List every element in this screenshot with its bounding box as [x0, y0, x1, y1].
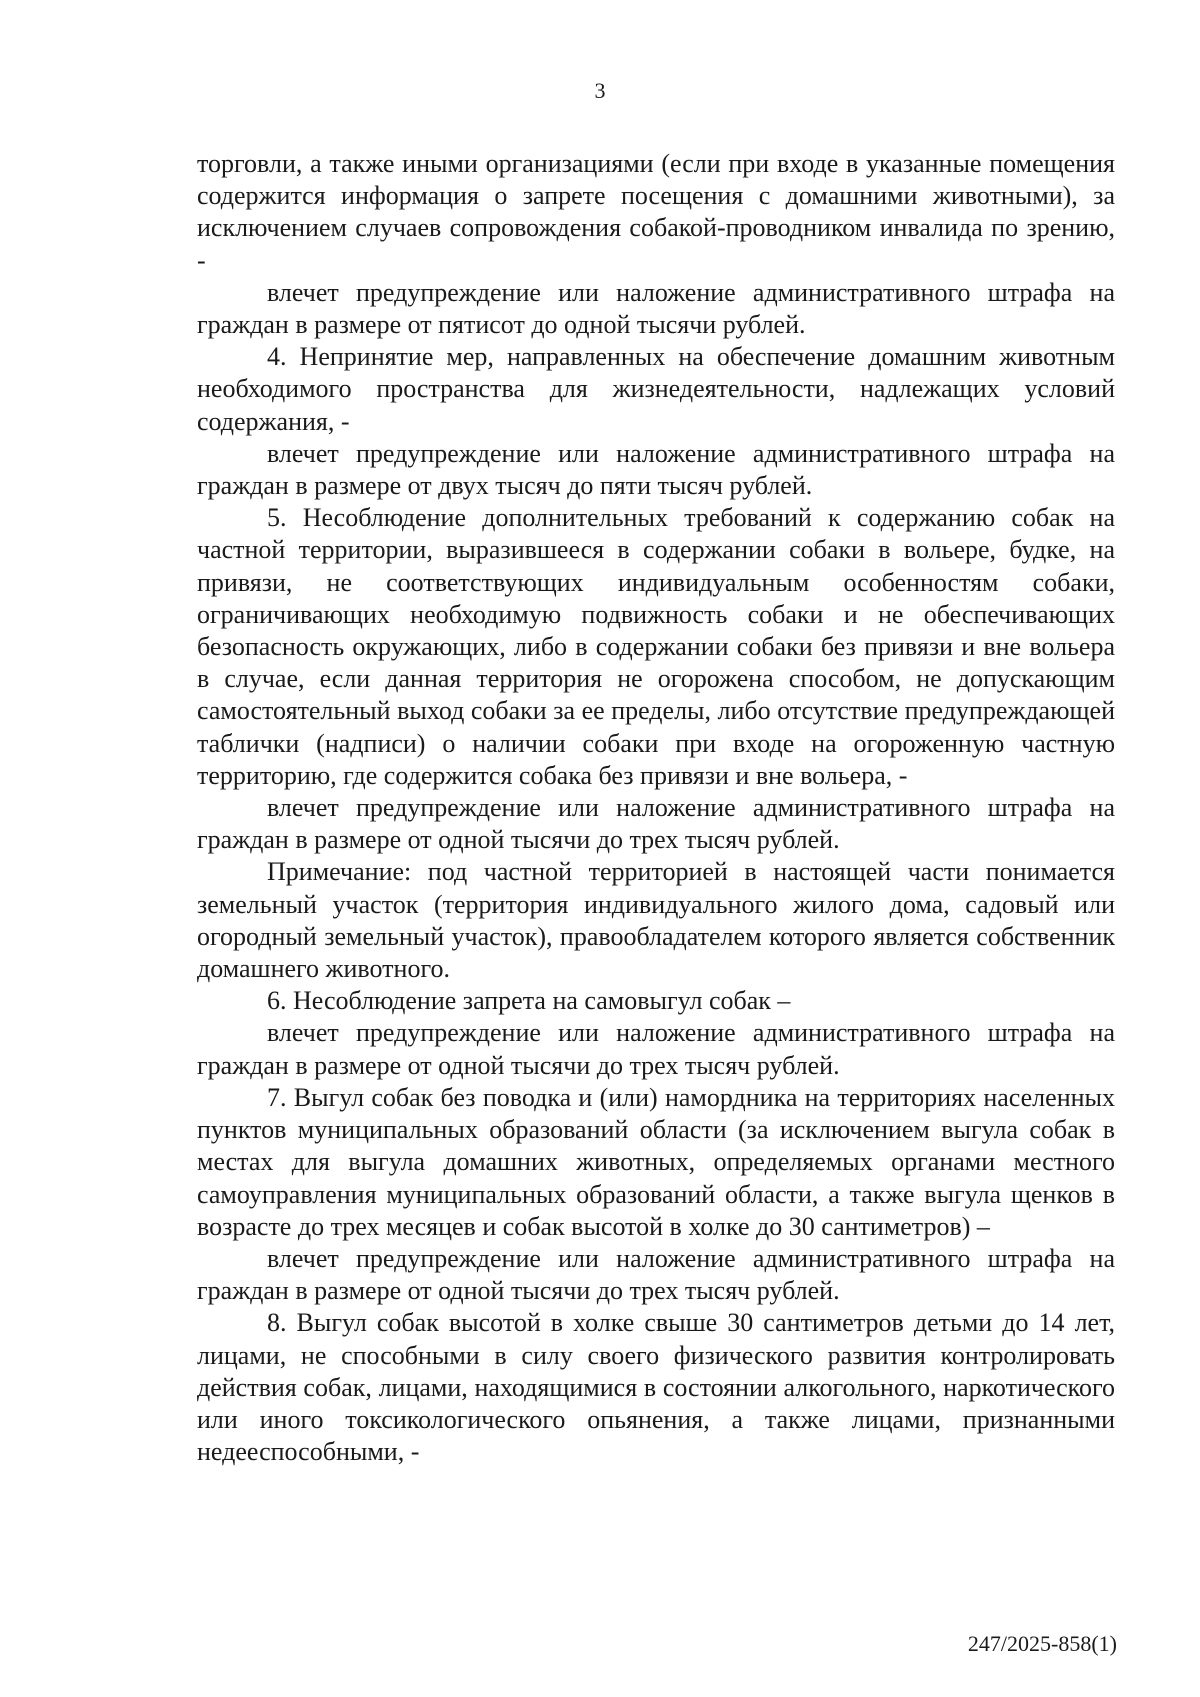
paragraph: влечет предупреждение или наложение административного штрафа на граждан в размере от одной тысячи до трех тысяч рублей.	[197, 793, 1115, 855]
document-code: 247/2025-858(1)	[967, 1631, 1117, 1656]
paragraph: 7. Выгул собак без поводка и (или) намордника на территориях населенных пунктов муниципальных образований области (за исключением выгула собак в местах для выгула домашних животных, определяемых органами местного самоуправления муниципальных образований области, а также выгула щенков в возрасте до трех месяцев и собак высотой в холке до 30 сантиметров) –	[197, 1082, 1115, 1241]
paragraph: торговли, а также иными организациями (если при входе в указанные помещения содержится информация о запрете посещения с домашними животными), за исключением случаев сопровождения собакой-проводником инвалида по зрению, -	[197, 149, 1115, 275]
document-body	[197, 148, 1115, 1468]
paragraph: 6. Несоблюдение запрета на самовыгул собак –	[267, 986, 791, 1016]
paragraph: влечет предупреждение или наложение административного штрафа на граждан в размере от одной тысячи до трех тысяч рублей.	[197, 1018, 1115, 1080]
page-number: 3	[594, 78, 606, 103]
paragraph: влечет предупреждение или наложение административного штрафа на граждан в размере от пятисот до одной тысячи рублей.	[197, 277, 1115, 340]
paragraph: 5. Несоблюдение дополнительных требований к содержанию собак на частной территории, выразившееся в содержании собаки в вольере, будке, на привязи, не соответствующих индивидуальным особенностям собаки, ограничивающих необходимую подвижность собаки и не обеспечивающих безопасность окружающих, либо в содержании собаки без привязи и вне вольера в случае, если данная территория не огорожена способом, не допускающим самостоятельный выход собаки за ее пределы, либо отсутствие предупреждающей таблички (надписи) о наличии собаки при входе на огороженную частную территорию, где содержится собака без привязи и вне вольера, -	[197, 503, 1115, 790]
paragraph: 4. Непринятие мер, направленных на обеспечение домашним животным необходимого пространства для жизнедеятельности, надлежащих условий содержания, -	[197, 342, 1115, 436]
paragraph: влечет предупреждение или наложение административного штрафа на граждан в размере от двух тысяч до пяти тысяч рублей.	[197, 438, 1115, 501]
paragraph: 8. Выгул собак высотой в холке свыше 30 сантиметров детьми до 14 лет, лицами, не способными в силу своего физического развития контролировать действия собак, лицами, находящимися в состоянии алкогольного, наркотического или иного токсикологического опьянения, а также лицами, признанными недееспособными, -	[197, 1308, 1115, 1467]
paragraph: влечет предупреждение или наложение административного штрафа на граждан в размере от одной тысячи до трех тысяч рублей.	[197, 1243, 1115, 1306]
note-paragraph: Примечание: под частной территорией в настоящей части понимается земельный участок (территория индивидуального жилого дома, садовый или огородный земельный участок), правообладателем которого является собственник домашнего животного.	[197, 857, 1115, 984]
